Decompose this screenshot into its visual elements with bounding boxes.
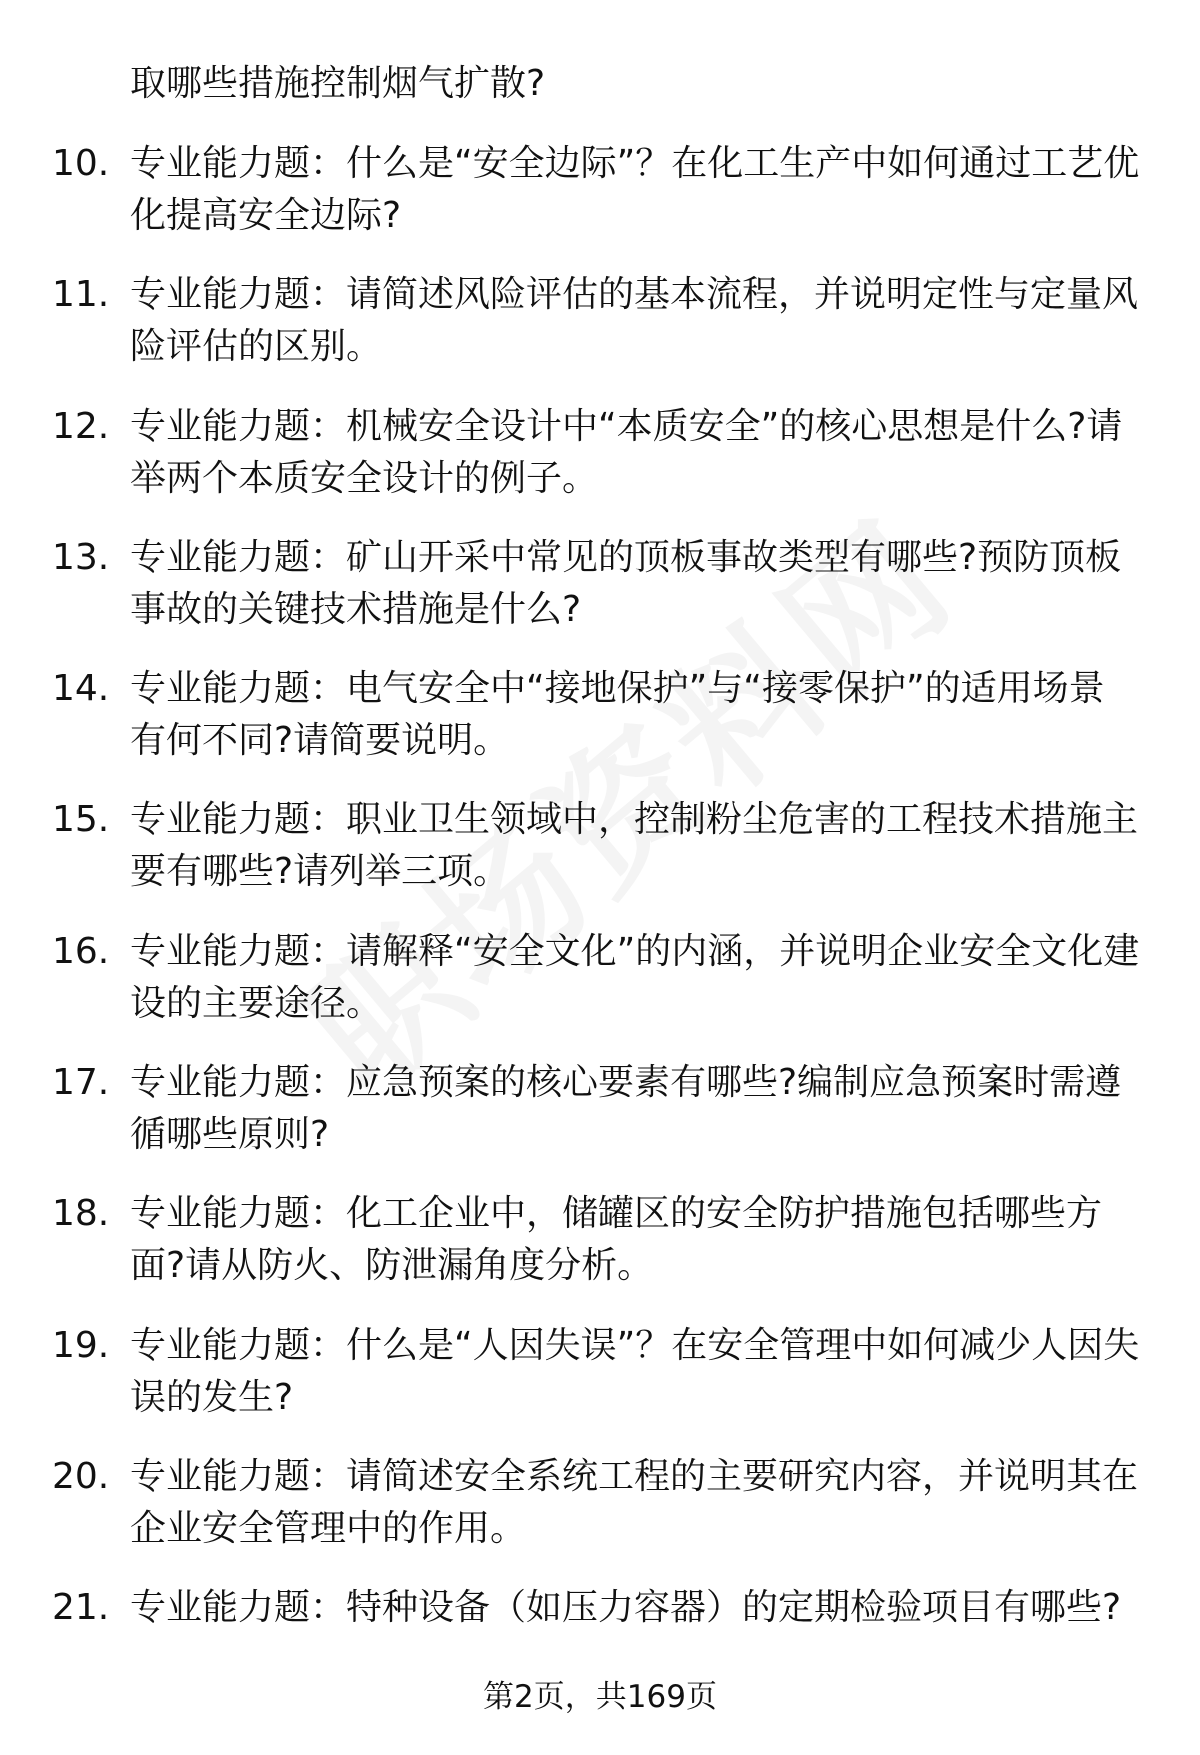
question-item [0,926,1200,1057]
question-item [0,1320,1200,1451]
question-number: 15. [52,799,110,841]
question-item [0,401,1200,532]
question-text: 专业能力题：什么是“安全边际”？在化工生产中如何通过工艺优化提高安全边际? [130,143,1140,236]
question-text: 专业能力题：请解释“安全文化”的内涵，并说明企业安全文化建设的主要途径。 [130,930,1140,1024]
question-item [0,794,1200,925]
question-number: 10. [52,143,110,184]
question-number: 18. [52,1193,110,1235]
question-item [0,1188,1200,1319]
question-number: 20. [52,1455,110,1497]
question-item [0,1057,1200,1188]
question-text: 专业能力题：职业卫生领域中，控制粉尘危害的工程技术措施主要有哪些?请列举三项。 [130,799,1139,893]
question-text: 专业能力题：特种设备（如压力容器）的定期检验项目有哪些? [130,1587,1122,1629]
question-number: 14. [52,668,110,710]
continuation-text: 取哪些措施控制烟气扩散? [130,63,546,104]
question-text: 专业能力题：电气安全中“接地保护”与“接零保护”的适用场景有何不同?请简要说明。 [130,668,1105,762]
question-number: 11. [52,274,110,316]
question-number: 16. [52,930,110,972]
question-text: 专业能力题：化工企业中，储罐区的安全防护措施包括哪些方面?请从防火、防泄漏角度分析。 [130,1193,1103,1287]
question-text: 专业能力题：什么是“人因失误”？在安全管理中如何减少人因失误的发生? [130,1324,1140,1418]
question-number: 17. [52,1062,110,1104]
question-text: 专业能力题：请简述风险评估的基本流程，并说明定性与定量风险评估的区别。 [130,274,1139,368]
question-text: 专业能力题：机械安全设计中“本质安全”的核心思想是什么?请举两个本质安全设计的例子。 [130,405,1123,499]
question-number: 19. [52,1324,110,1366]
question-number: 12. [52,405,110,447]
question-item [0,1451,1200,1582]
question-item [0,269,1200,400]
question-number: 21. [52,1587,110,1629]
question-list [0,138,1200,1714]
question-item [0,663,1200,794]
question-text: 专业能力题：应急预案的核心要素有哪些?编制应急预案时需遵循哪些原则? [130,1062,1122,1156]
question-text: 专业能力题：请简述安全系统工程的主要研究内容，并说明其在企业安全管理中的作用。 [130,1455,1139,1549]
page-footer: 第2页，共169页 [483,1679,717,1715]
question-item [0,138,1200,269]
question-text: 专业能力题：矿山开采中常见的顶板事故类型有哪些?预防顶板事故的关键技术措施是什么? [130,536,1122,630]
question-number: 13. [52,536,110,578]
question-item [0,532,1200,663]
